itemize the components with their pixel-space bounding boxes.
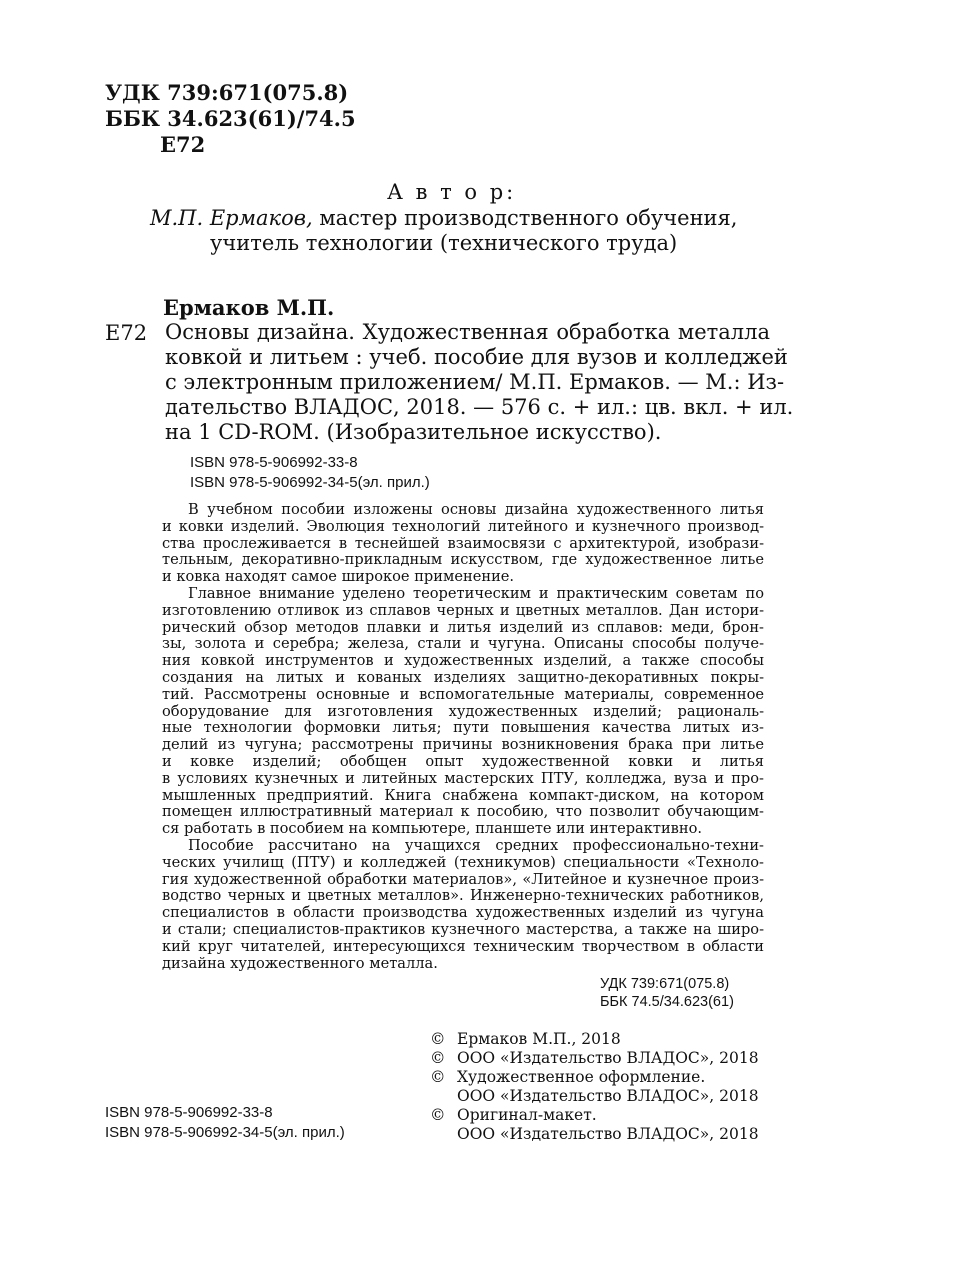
annotation-line: создания на литых и кованых изделиях защитно-декоративных покры- [162,668,764,686]
copyright-text: ООО «Издательство ВЛАДОС», 2018 [457,1087,759,1105]
bib-line: ковкой и литьем : учеб. пособие для вузов и колледжей [165,345,788,369]
annotation-line: делий из чугуна; рассмотрены причины возникновения брака при литье [162,736,764,754]
isbn-block-bottom [105,1103,345,1143]
bibliography-description [165,320,794,445]
copyright-row [430,1106,759,1125]
author-name: М.П. Ермаков, [150,206,313,230]
copyright-text: Оригинал-макет. [457,1106,597,1124]
udk-code-footer: УДК 739:671(075.8) [600,976,730,992]
annotation-line: и ковке изделий; обобщен опыт художественной ковки и литья [162,752,764,770]
udk-code: УДК 739:671(075.8) [105,80,349,105]
bib-line: с электронным приложением/ М.П. Ермаков. — М.: Из- [165,370,785,394]
copyright-row [430,1087,759,1106]
copyright-icon: © [430,1068,446,1086]
copyright-text: ООО «Издательство ВЛАДОС», 2018 [457,1049,759,1067]
bib-line: на 1 CD-ROM. (Изобразительное искусство). [165,420,662,444]
annotation-line: Пособие рассчитано на учащихся средних профессионально-техни- [188,836,764,854]
annotation-line: специалистов в области производства художественных изделий из чугуна [162,904,764,922]
copyright-block [430,1030,759,1144]
classification-header [105,80,356,158]
annotation-line: гия художественной обработки материалов», «Литейное и кузнечное произ- [162,870,764,888]
annotation-line: дизайна художественного металла. [162,954,438,972]
annotation-line: и стали; специалистов-практиков кузнечного мастерства, а также на широ- [162,920,764,938]
bbk-code-footer: ББК 74.5/34.623(61) [600,994,734,1010]
author-role-2: учитель технологии (технического труда) [210,231,678,255]
annotation-line: мышленных предприятий. Книга снабжена компакт-диском, на котором [162,786,764,804]
bib-line: Основы дизайна. Художественная обработка металла [165,320,770,344]
bibliography-code: Е72 [105,321,148,345]
copyright-row [430,1068,759,1087]
annotation-line: В учебном пособии изложены основы дизайна художественного литья [188,501,764,518]
copyright-icon: © [430,1106,446,1124]
annotation-line: помещен иллюстративный материал к пособию, что позволит обучающим- [162,803,764,821]
copyright-icon: © [430,1030,446,1048]
copyright-text: Художественное оформление. [457,1068,706,1086]
isbn-print-footer: ISBN 978-5-906992-33-8 [105,1104,273,1121]
annotation-line: зы, золота и серебра; железа, стали и чугуна. Описаны способы получе- [162,635,764,653]
annotation-line: изготовлению отливок из сплавов черных и цветных металлов. Дан истори- [162,601,764,619]
annotation-line: ния ковкой инструментов и художественных изделий, а также способы [162,652,764,670]
isbn-block-top [190,453,430,493]
isbn-electronic-footer: ISBN 978-5-906992-34-5(эл. прил.) [105,1124,345,1141]
copyright-text: Ермаков М.П., 2018 [457,1030,621,1048]
bib-line: дательство ВЛАДОС, 2018. — 576 с. + ил.: цв. вкл. + ил. [165,395,794,419]
bbk-code: ББК 34.623(61)/74.5 [105,106,356,131]
annotation-line: кий круг читателей, интересующихся техническим творчеством в области [162,937,764,955]
bibliography-author: Ермаков М.П. [163,295,335,320]
author-role-1: мастер производственного обучения, [312,206,738,230]
author-mark: Е72 [160,132,206,157]
annotation-line: тий. Рассмотрены основные и вспомогательные материалы, современное [162,685,764,703]
annotation-line: и ковки изделий. Эволюция технологий литейного и кузнечного производ- [162,517,764,535]
annotation-line: водство черных и цветных металлов». Инженерно-технических работников, [162,887,764,905]
annotation-line: ства прослеживается в теснейшей взаимосвязи с архитектурой, изобрази- [162,534,764,552]
annotation-line: и ковка находят самое широкое применение. [162,568,515,586]
annotation-line: рический обзор методов плавки и литья изделий из сплавов: меди, брон- [162,618,764,636]
copyright-icon: © [430,1049,446,1067]
annotation-line: в условиях кузнечных и литейных мастерских ПТУ, колледжа, вуза и про- [162,769,764,787]
classification-footer [600,975,734,1011]
author-label: А в т о р: [387,180,517,204]
annotation-line: оборудование для изготовления художественных изделий; рациональ- [162,702,764,720]
copyright-row [430,1030,759,1049]
copyright-row [430,1125,759,1144]
copyright-text: ООО «Издательство ВЛАДОС», 2018 [457,1125,759,1143]
annotation-line: ческих училищ (ПТУ) и колледжей (техникумов) специальности «Техноло- [162,853,764,871]
annotation-line: Главное внимание уделено теоретическим и практическим советам по [188,584,764,602]
isbn-electronic: ISBN 978-5-906992-34-5(эл. прил.) [190,474,430,491]
annotation-line: тельным, декоративно-прикладным искусством, где художественное литье [162,551,764,569]
annotation-line: ся работать в пособием на компьютере, планшете или интерактивно. [162,820,703,838]
copyright-row [430,1049,759,1068]
isbn-print: ISBN 978-5-906992-33-8 [190,454,358,471]
annotation-line: ные технологии формовки литья; пути повышения качества литых из- [162,719,764,737]
annotation [162,502,764,972]
author-line [150,206,737,230]
